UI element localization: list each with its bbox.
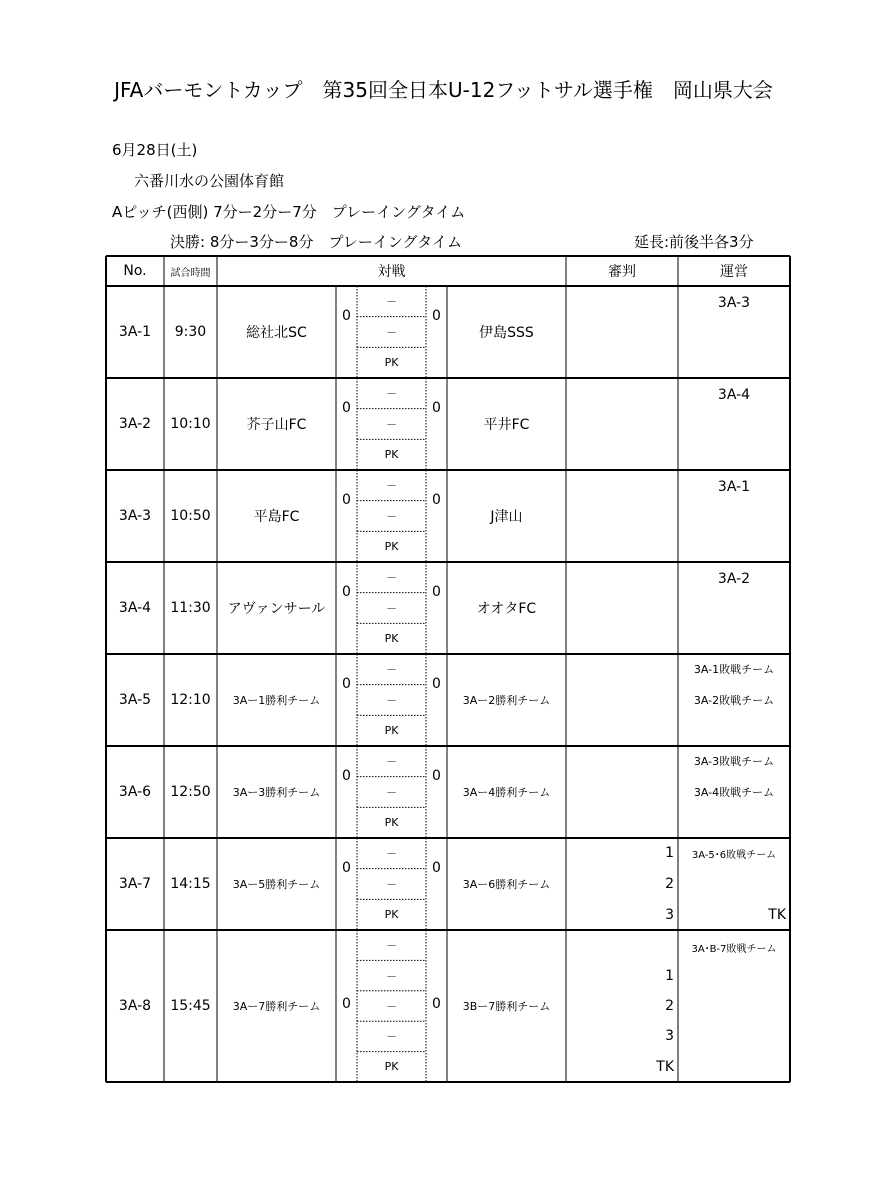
operation-entry: 3A-5･6敗戦チーム — [691, 849, 777, 861]
away-score: 0 — [432, 584, 441, 600]
match-time: 12:50 — [170, 784, 211, 800]
score-dash: － — [386, 1030, 397, 1044]
score-dash: － — [386, 693, 397, 707]
home-score: 0 — [342, 860, 351, 876]
home-team: 芥子山FC — [246, 417, 307, 433]
pk-cell: PK — [384, 356, 399, 370]
pk-cell: PK — [384, 724, 399, 738]
home-score: 0 — [342, 400, 351, 416]
extension-rule: 延長:前後半各3分 — [634, 233, 754, 251]
header-no: No. — [123, 263, 147, 279]
referee-entry: 1 — [665, 967, 674, 984]
home-score: 0 — [342, 768, 351, 784]
venue-name: 六番川水の公園体育館 — [134, 172, 285, 190]
home-score: 0 — [342, 676, 351, 692]
operation-entry: 3A-1敗戦チーム — [693, 663, 775, 677]
operation-entry: 3A-2 — [717, 571, 751, 588]
home-team: 3Aー5勝利チーム — [232, 878, 321, 891]
pk-cell: PK — [384, 908, 399, 922]
score-dash: － — [386, 939, 397, 953]
away-score: 0 — [432, 996, 441, 1012]
away-team: 3Aー4勝利チーム — [462, 786, 551, 799]
header-time: 試合時間 — [170, 267, 211, 279]
home-score: 0 — [342, 492, 351, 508]
score-dash: － — [386, 755, 397, 769]
match-no: 3A-8 — [118, 998, 152, 1014]
away-score: 0 — [432, 676, 441, 692]
away-score: 0 — [432, 492, 441, 508]
operation-entry: 3A-4 — [717, 387, 751, 404]
pitch-rule: Aピッチ(西側) 7分ー2分ー7分 プレーイングタイム — [112, 203, 466, 221]
operation-entry: 3A-1 — [717, 479, 751, 496]
match-time: 9:30 — [174, 324, 207, 340]
match-no: 3A-7 — [118, 876, 152, 892]
score-dash: － — [386, 969, 397, 983]
operation-entry: 3A･B-7敗戦チーム — [691, 943, 777, 955]
score-dash: － — [386, 847, 397, 861]
match-no: 3A-3 — [118, 508, 152, 524]
away-score: 0 — [432, 400, 441, 416]
pk-cell: PK — [384, 448, 399, 462]
referee-entry: 2 — [665, 997, 674, 1014]
header-match: 対戦 — [377, 264, 406, 280]
match-no: 3A-2 — [118, 416, 152, 432]
operation-entry: 3A-3 — [717, 295, 751, 312]
score-dash: － — [386, 571, 397, 585]
score-dash: － — [386, 479, 397, 493]
away-team: 平井FC — [483, 417, 530, 433]
referee-entry: 3 — [665, 1028, 674, 1045]
score-dash: － — [386, 601, 397, 615]
away-team: オオタFC — [476, 601, 537, 617]
match-time: 10:50 — [170, 508, 211, 524]
operation-entry: TK — [768, 906, 786, 923]
match-time: 12:10 — [170, 692, 211, 708]
score-dash: － — [386, 663, 397, 677]
operation-entry: 3A-4敗戦チーム — [693, 785, 775, 799]
home-team: 平島FC — [253, 509, 300, 525]
header-referee: 審判 — [608, 264, 636, 280]
match-time: 11:30 — [170, 600, 211, 616]
home-score: 0 — [342, 996, 351, 1012]
away-score: 0 — [432, 768, 441, 784]
away-team: J津山 — [490, 509, 523, 525]
score-dash: － — [386, 387, 397, 401]
match-time: 10:10 — [170, 416, 211, 432]
score-dash: － — [386, 295, 397, 309]
score-dash: － — [386, 509, 397, 523]
score-dash: － — [386, 999, 397, 1013]
pk-cell: PK — [384, 1060, 399, 1074]
pk-cell: PK — [384, 816, 399, 830]
home-team: アヴァンサール — [227, 601, 326, 617]
pk-cell: PK — [384, 540, 399, 554]
document-title: JFAバーモントカップ 第35回全日本U-12フットサル選手権 岡山県大会 — [114, 78, 773, 102]
away-team: 3Aー6勝利チーム — [462, 878, 551, 891]
pk-cell: PK — [384, 632, 399, 646]
match-time: 14:15 — [170, 876, 211, 892]
home-team: 3Aー7勝利チーム — [232, 1000, 321, 1013]
operation-entry: 3A-2敗戦チーム — [693, 693, 775, 707]
score-dash: － — [386, 877, 397, 891]
match-no: 3A-4 — [118, 600, 152, 616]
score-dash: － — [386, 417, 397, 431]
home-team: 総社北SC — [246, 325, 307, 341]
away-team: 3Aー2勝利チーム — [462, 694, 551, 707]
match-no: 3A-1 — [118, 324, 152, 340]
match-time: 15:45 — [170, 998, 211, 1014]
score-dash: － — [386, 325, 397, 339]
header-operation: 運営 — [720, 264, 748, 280]
away-score: 0 — [432, 308, 441, 324]
score-dash: － — [386, 785, 397, 799]
away-score: 0 — [432, 860, 441, 876]
match-no: 3A-6 — [118, 784, 152, 800]
referee-entry: 1 — [665, 845, 674, 862]
home-team: 3Aー3勝利チーム — [232, 786, 321, 799]
away-team: 伊島SSS — [479, 325, 534, 341]
match-no: 3A-5 — [118, 692, 152, 708]
home-team: 3Aー1勝利チーム — [232, 694, 321, 707]
operation-entry: 3A-3敗戦チーム — [693, 755, 775, 769]
referee-entry: 2 — [665, 875, 674, 892]
referee-entry: TK — [656, 1058, 674, 1075]
event-date: 6月28日(土) — [112, 141, 198, 159]
home-score: 0 — [342, 308, 351, 324]
home-score: 0 — [342, 584, 351, 600]
referee-entry: 3 — [665, 906, 674, 923]
final-rule: 決勝: 8分ー3分ー8分 プレーイングタイム — [170, 233, 462, 251]
away-team: 3Bー7勝利チーム — [462, 1000, 551, 1013]
